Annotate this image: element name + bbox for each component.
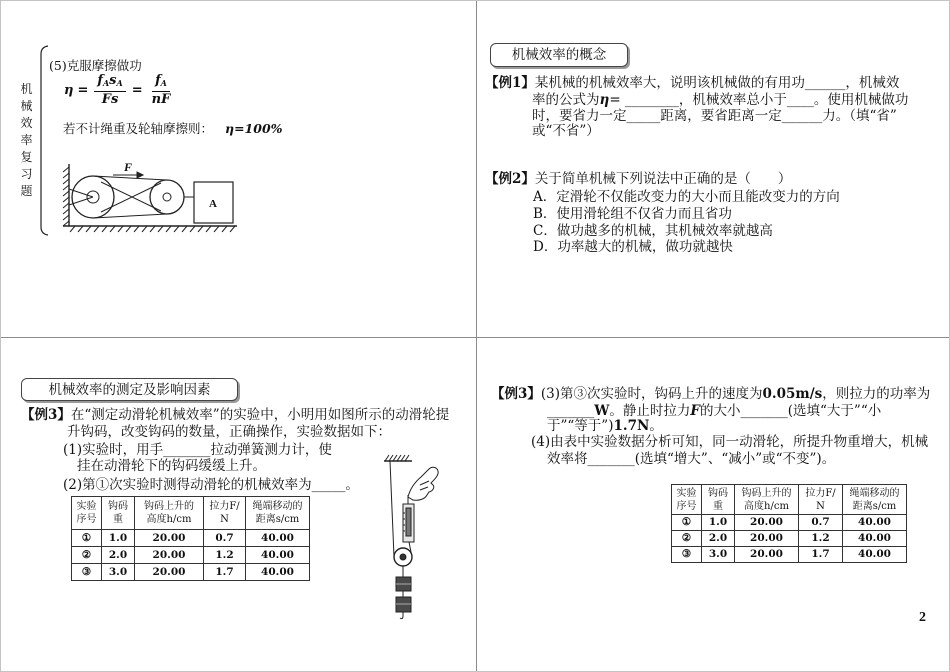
question3-line2 (547, 403, 881, 419)
example2-question (485, 171, 791, 187)
right-pulley (150, 180, 184, 214)
fraction-1-numerator (94, 73, 125, 92)
table-cell: 0.7 (799, 515, 843, 531)
table-cell: 1.2 (204, 547, 246, 564)
question1-line1: (1)实验时，用手_______拉动弹簧测力计，使 (63, 442, 332, 458)
option-b: B．使用滑轮组不仅省力而且省功 (533, 206, 732, 222)
table-cell: ③ (72, 564, 102, 581)
question4-line1: (4)由表中实验数据分析可知，同一动滑轮，所提升物重增大，机械 (531, 434, 929, 450)
wall (63, 164, 69, 226)
col-header-distance (246, 497, 310, 530)
subscript-a: A (160, 78, 167, 88)
example1-tag: 【例1】 (485, 75, 535, 91)
option-c: C．做功越多的机械，其机械效率就越高 (533, 223, 773, 239)
table-cell: 1.7 (799, 547, 843, 563)
table-cell: ③ (672, 547, 702, 563)
page-number: 2 (919, 610, 926, 625)
condition-text: 若不计绳重及轮轴摩擦则： (63, 121, 214, 136)
var-s: s (109, 73, 117, 88)
col-header-weight (702, 485, 735, 515)
answer-blank: _______ (547, 403, 595, 419)
col-header-distance (843, 485, 907, 515)
header-line: 绳端移动的 (252, 501, 303, 512)
table-row (72, 547, 310, 564)
header-line: 绳端移动的 (849, 487, 900, 499)
table-cell: 1.0 (102, 530, 135, 547)
question3-text-d: 的大小_______(选填“大于”“小 (700, 403, 882, 419)
condition-value: η=100% (225, 121, 283, 136)
example2-text: 关于简单机械下列说法中正确的是（ ） (534, 171, 792, 187)
subscript-a: A (116, 78, 123, 88)
question4-line2: 效率将_______(选填“增大”、“减小”或“不变”)。 (547, 451, 836, 467)
block-label: A (209, 198, 217, 210)
var-f: f (155, 73, 161, 88)
table-cell: 40.00 (843, 547, 907, 563)
eta-symbol: η (64, 82, 74, 98)
table-cell: 3.0 (702, 547, 735, 563)
question1-line2: 挂在动滑轮下的钩码缓缓上升。 (77, 458, 266, 474)
header-line: 实验 (676, 487, 697, 499)
table-cell: 1.0 (702, 515, 735, 531)
experiment-table (671, 484, 907, 563)
table-cell: ② (672, 531, 702, 547)
belt (93, 176, 167, 218)
question2: (2)第①次实验时测得动滑轮的机械效率为_____。 (63, 477, 359, 493)
table-cell: 2.0 (102, 547, 135, 564)
table-row (72, 564, 310, 581)
header-line: N (220, 514, 229, 525)
question3-text-c: 。静止时拉力 (609, 403, 691, 419)
col-header-force (799, 485, 843, 515)
equals-sign: = (77, 82, 89, 98)
header-line: 拉力F/ (209, 501, 240, 512)
force-label: F (124, 160, 133, 174)
eta-symbol: η (599, 92, 610, 108)
table-cell: ① (72, 530, 102, 547)
table-cell: 20.00 (735, 547, 799, 563)
example3-line1 (21, 407, 449, 423)
header-line: N (816, 500, 825, 512)
table-cell: ② (72, 547, 102, 564)
table-cell: 40.00 (246, 564, 310, 581)
option-d: D．功率越大的机械，做功就越快 (533, 239, 733, 255)
table-row (672, 515, 907, 531)
table-row (72, 530, 310, 547)
ground (63, 226, 237, 232)
right-pulley-axle (163, 193, 171, 201)
example3-text: 在“测定动滑轮机械效率”的实验中，小明用如图所示的动滑轮提 (70, 407, 450, 423)
col-header-weight (102, 497, 135, 530)
question3-text-b: ，则拉力的功率为 (822, 386, 931, 402)
col-header-force (204, 497, 246, 530)
table-cell: 40.00 (843, 531, 907, 547)
side-title: 机械效率复习题 (20, 82, 33, 198)
power-unit: W (594, 403, 610, 419)
example3-line2: 升钩码，改变钩码的数量，正确操作，实验数据如下： (67, 424, 391, 440)
table-cell: 40.00 (843, 515, 907, 531)
fraction-2 (149, 73, 174, 107)
pulley-belt-diagram (56, 156, 241, 238)
efficiency-formula (64, 73, 175, 107)
header-line: 序号 (676, 500, 697, 512)
movable-pulley-apparatus (376, 453, 446, 623)
fraction-2-numerator (152, 73, 170, 92)
table-header-row (672, 485, 907, 515)
table-cell: 20.00 (135, 530, 204, 547)
option-a: A．定滑轮不仅能改变力的大小而且能改变力的方向 (533, 189, 840, 205)
table-header-row (72, 497, 310, 530)
bottom-hook (400, 612, 403, 619)
example3-tag: 【例3】 (21, 407, 71, 423)
ceiling (384, 455, 412, 461)
table-cell: 1.2 (799, 531, 843, 547)
question3-text-e: 于”“等于”) (547, 418, 614, 434)
table-cell: 40.00 (246, 547, 310, 564)
pulley-axle (400, 554, 406, 560)
col-header-height (735, 485, 799, 515)
experiment-table (71, 496, 310, 581)
example1-line1 (485, 75, 899, 91)
example1-line2-post: = ________，机械效率总小于____。使用机械做功 (609, 92, 909, 108)
question3-line1 (491, 386, 930, 402)
header-line: 高度h/cm (146, 514, 192, 525)
header-line: 序号 (76, 514, 97, 525)
table-cell: 40.00 (246, 530, 310, 547)
force-symbol: F (690, 403, 701, 419)
fraction-1 (94, 73, 125, 107)
item5-heading: (5)克服摩擦做功 (49, 58, 142, 73)
header-line: 钩码上升的 (741, 487, 792, 499)
example1-line2-pre: 率的公式为 (532, 92, 600, 108)
example3-tag: 【例3】 (491, 386, 541, 402)
header-line: 拉力F/ (805, 487, 836, 499)
example2-tag: 【例2】 (485, 171, 535, 187)
col-header-trial (72, 497, 102, 530)
section-title-measurement: 机械效率的测定及影响因素 (21, 378, 238, 401)
section-title-concept: 机械效率的概念 (490, 43, 628, 67)
table-cell: 0.7 (204, 530, 246, 547)
table-row (672, 547, 907, 563)
example1-text: 某机械的机械效率大，说明该机械做的有用功______，机械效 (534, 75, 900, 91)
example1-line3: 时，要省力一定_____距离，要省距离一定______力。（填“省” (532, 108, 897, 124)
col-header-trial (672, 485, 702, 515)
header-line: 钩码 (708, 487, 728, 499)
header-line: 实验 (76, 501, 97, 512)
question3-text-f: 。 (649, 418, 663, 434)
header-line: 距离s/cm (852, 500, 897, 512)
table-cell: 20.00 (135, 547, 204, 564)
fraction-1-denominator: Fs (101, 92, 119, 107)
table-cell: 20.00 (135, 564, 204, 581)
table-cell: 1.7 (204, 564, 246, 581)
header-line: 重 (113, 514, 123, 525)
header-line: 钩码上升的 (144, 501, 194, 512)
question3-line3 (547, 418, 663, 434)
table-row (672, 531, 907, 547)
table-cell: 2.0 (702, 531, 735, 547)
header-line: 高度h/cm (744, 500, 789, 512)
var-f: f (97, 73, 103, 88)
table-cell: 3.0 (102, 564, 135, 581)
fraction-2-denominator: nF (151, 92, 171, 107)
example1-line4: 或“不省”） (532, 123, 600, 139)
col-header-height (135, 497, 204, 530)
table-cell: ① (672, 515, 702, 531)
hand-icon (408, 467, 438, 500)
example1-line2 (532, 92, 908, 108)
speed-value: 0.05m/s (762, 386, 823, 402)
equals-sign: = (131, 82, 143, 98)
force-value: 1.7N (613, 418, 650, 434)
horizontal-divider (1, 337, 950, 338)
subscript-a: A (102, 78, 110, 88)
rope-left (390, 461, 394, 557)
spring-scale (403, 495, 414, 542)
question3-text-a: (3)第③次实验时，钩码上升的速度为 (540, 386, 763, 402)
header-line: 重 (713, 500, 723, 512)
table-cell: 20.00 (735, 515, 799, 531)
table-cell: 20.00 (735, 531, 799, 547)
header-line: 距离s/cm (255, 514, 300, 525)
header-line: 钩码 (108, 501, 128, 512)
